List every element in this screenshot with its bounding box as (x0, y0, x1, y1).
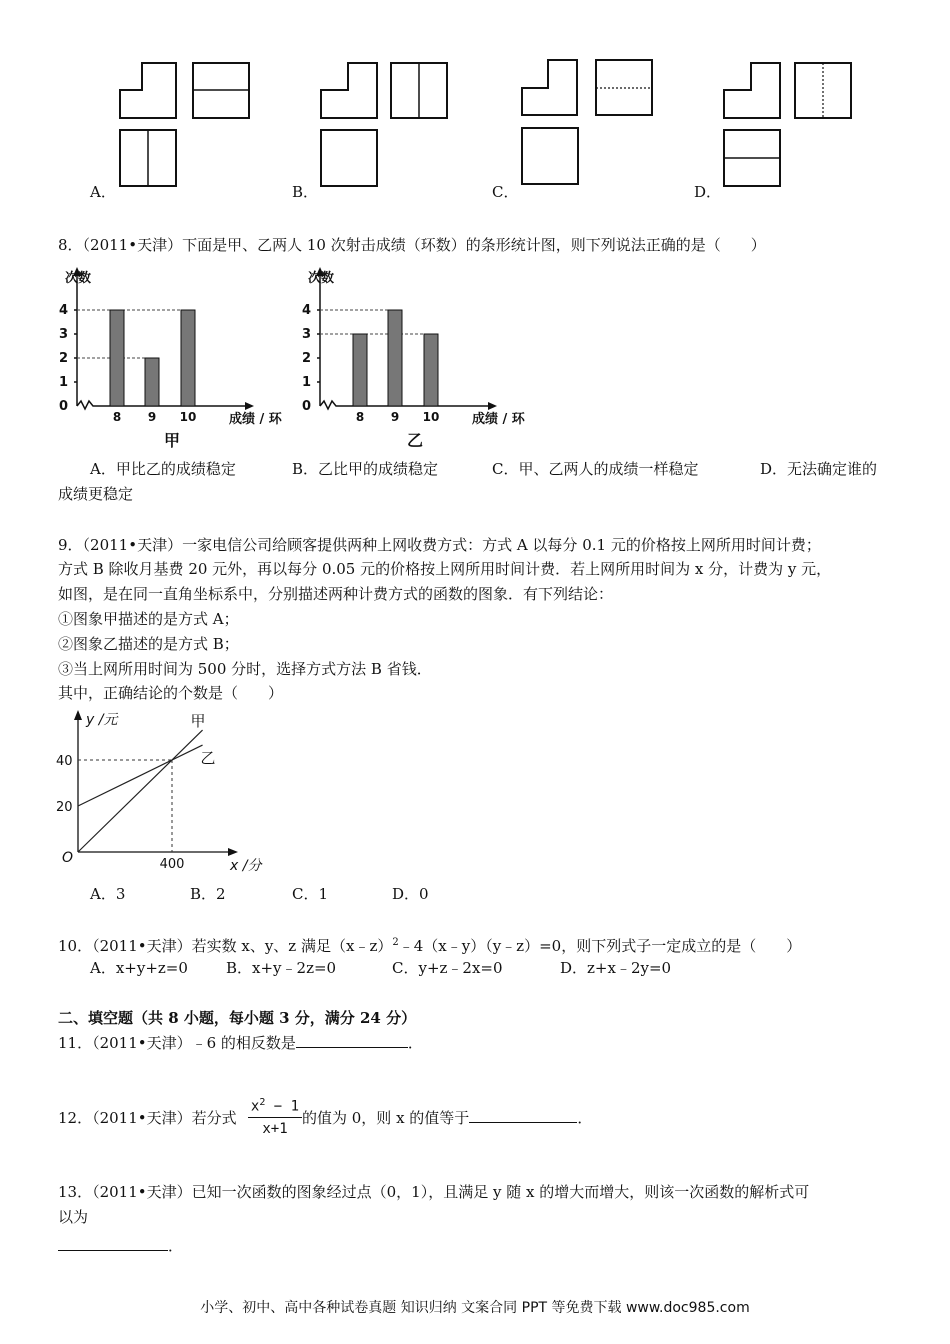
q12-stem2: 的值为 0，则 x 的值等于 (302, 1109, 470, 1127)
q9-line-甲 (78, 730, 203, 852)
q9-line-4: ①图象甲描述的是方式 A； (58, 610, 239, 628)
q9-y-arrow (74, 710, 82, 720)
q9-line-1: 9．（2011•天津）一家电信公司给顾客提供两种上网收费方式：方式 A 以每分 0.1 元的价格按上网所用时间计费； (58, 536, 821, 554)
q9-y-label: y /元 (86, 712, 118, 728)
q10-option-b: B．x+y﹣2z=0 (226, 959, 337, 977)
yi-xtick-10: 10 (422, 410, 440, 424)
jia-xtick-10: 10 (179, 410, 197, 424)
q7-option-a-label: A． (90, 183, 116, 201)
jia-x-label: 成绩 / 环 (229, 412, 282, 427)
yi-ytick-4: 4 (302, 303, 312, 318)
q12-stem: 12．（2011•天津）若分式 (58, 1109, 237, 1127)
q7-figures (0, 50, 950, 200)
q8-option-d-wrap: 成绩更稳定 (58, 485, 134, 503)
yi-y-label: 次数 (308, 271, 335, 286)
yi-x-axis (320, 401, 488, 409)
jia-ytick-1: 1 (59, 375, 69, 390)
yi-bar-10 (424, 334, 438, 406)
q10-option-a: A．x+y+z=0 (90, 959, 188, 977)
jia-xtick-8: 8 (112, 410, 122, 424)
yi-ytick-2: 2 (302, 351, 312, 366)
q9-line-6: ③当上网所用时间为 500 分时，选择方式方法 B 省钱． (58, 660, 432, 678)
q7-option-c-label: C． (492, 183, 519, 201)
q10-option-d: D．z+x﹣2y=0 (560, 959, 672, 977)
yi-title: 乙 (406, 431, 424, 450)
q7-option-d-label: D． (694, 183, 722, 201)
yi-ytick-0: 0 (302, 399, 312, 414)
q13-line-2: 以为 (58, 1208, 89, 1226)
jia-ytick-4: 4 (59, 303, 69, 318)
q9-xtick-400: 400 (159, 857, 185, 872)
q10-stem (58, 931, 801, 958)
q7-option-b-label: B． (292, 183, 319, 201)
q8-option-d: D．无法确定谁的 (760, 460, 878, 478)
q13-answer-blank[interactable] (58, 1236, 168, 1251)
jia-bar-8 (110, 310, 124, 406)
section-2-title: 二、填空题（共 8 小题，每小题 3 分，满分 24 分） (58, 1009, 417, 1027)
q9-series-label-甲: 甲 (190, 712, 206, 731)
q7-option-a-figure (120, 63, 249, 186)
q9-line-5: ②图象乙描述的是方式 B； (58, 635, 239, 653)
q9-line-3: 如图，是在同一直角坐标系中，分别描述两种计费方式的函数的图象．有下列结论： (58, 585, 614, 603)
q8-chart-jia (55, 264, 290, 454)
q13-end: ． (168, 1237, 184, 1255)
yi-bar-9 (388, 310, 402, 406)
q9-option-d: D．0 (392, 885, 429, 903)
q9-series-label-乙: 乙 (200, 749, 216, 768)
jia-xtick-9: 9 (147, 410, 157, 424)
q8-option-b: B．乙比甲的成绩稳定 (292, 460, 439, 478)
q12-denominator: x+1 (262, 1120, 288, 1137)
q7-option-b-figure (321, 63, 447, 186)
q8-chart-yi (298, 264, 533, 454)
q12-rest (302, 1106, 592, 1130)
q9-graph (52, 708, 282, 878)
q10-stem-part2: ﹣4（x﹣y）（y﹣z）=0，则下列式子一定成立的是（ ） (398, 937, 802, 955)
q8-option-c: C．甲、乙两人的成绩一样稳定 (492, 460, 699, 478)
q12-fraction (248, 1093, 302, 1140)
q8-option-a: A．甲比乙的成绩稳定 (90, 460, 236, 478)
jia-x-axis (77, 401, 245, 409)
q9-x-label: x /分 (230, 858, 262, 874)
q9-line-乙 (78, 745, 203, 806)
jia-ytick-3: 3 (59, 327, 69, 342)
q8-stem: 8．（2011•天津）下面是甲、乙两人 10 次射击成绩（环数）的条形统计图，则下列说法正确的是（ ） (58, 236, 766, 254)
q9-option-b: B．2 (190, 885, 226, 903)
jia-ytick-0: 0 (59, 399, 69, 414)
q9-option-a: A．3 (90, 885, 126, 903)
q11-answer-blank[interactable] (296, 1033, 408, 1048)
q9-line-7: 其中，正确结论的个数是（ ） (58, 684, 284, 702)
yi-bar-8 (353, 334, 367, 406)
q11 (58, 1031, 423, 1055)
q7-option-d-figure (724, 63, 851, 186)
q10-superscript: 2 (392, 937, 399, 948)
q9-x-arrow (228, 848, 238, 856)
jia-title: 甲 (163, 431, 181, 450)
jia-bar-9 (145, 358, 159, 406)
q9-origin: O (62, 850, 74, 866)
q7-option-c-figure (522, 60, 652, 184)
q12-end: ． (577, 1109, 593, 1127)
q12-answer-blank[interactable] (469, 1108, 577, 1123)
yi-x-arrow (488, 402, 497, 410)
q13-line-1: 13．（2011•天津）已知一次函数的图象经过点（0，1），且满足 y 随 x 的增大而增大，则该一次函数的解析式可 (58, 1183, 810, 1201)
q11-stem: 11．（2011•天津）﹣6 的相反数是 (58, 1034, 296, 1052)
q10-stem-part1: 10．（2011•天津）若实数 x、y、z 满足（x﹣z） (58, 937, 393, 955)
jia-y-label: 次数 (65, 271, 92, 286)
yi-ytick-3: 3 (302, 327, 312, 342)
q12-numerator: $x^2 - 1$ (248, 1093, 302, 1118)
q9-ytick-20: 20 (56, 800, 73, 815)
q9-line-2: 方式 B 除收月基费 20 元外，再以每分 0.05 元的价格按上网所用时间计费．若上网所用时间为 x 分，计费为 y 元， (58, 560, 832, 578)
jia-bar-10 (181, 310, 195, 406)
yi-xtick-8: 8 (355, 410, 365, 424)
q9-option-c: C．1 (292, 885, 329, 903)
q9-ytick-40: 40 (56, 754, 73, 769)
yi-x-label: 成绩 / 环 (472, 412, 525, 427)
footer-text: 小学、初中、高中各种试卷真题 知识归纳 文案合同 PPT 等免费下载 www.doc985.com (200, 1300, 750, 1316)
q10-option-c: C．y+z﹣2x=0 (392, 959, 503, 977)
jia-ytick-2: 2 (59, 351, 69, 366)
yi-ytick-1: 1 (302, 375, 312, 390)
yi-xtick-9: 9 (390, 410, 400, 424)
q11-end: ． (407, 1034, 423, 1052)
jia-x-arrow (245, 402, 254, 410)
q13-answer-line (58, 1234, 183, 1258)
